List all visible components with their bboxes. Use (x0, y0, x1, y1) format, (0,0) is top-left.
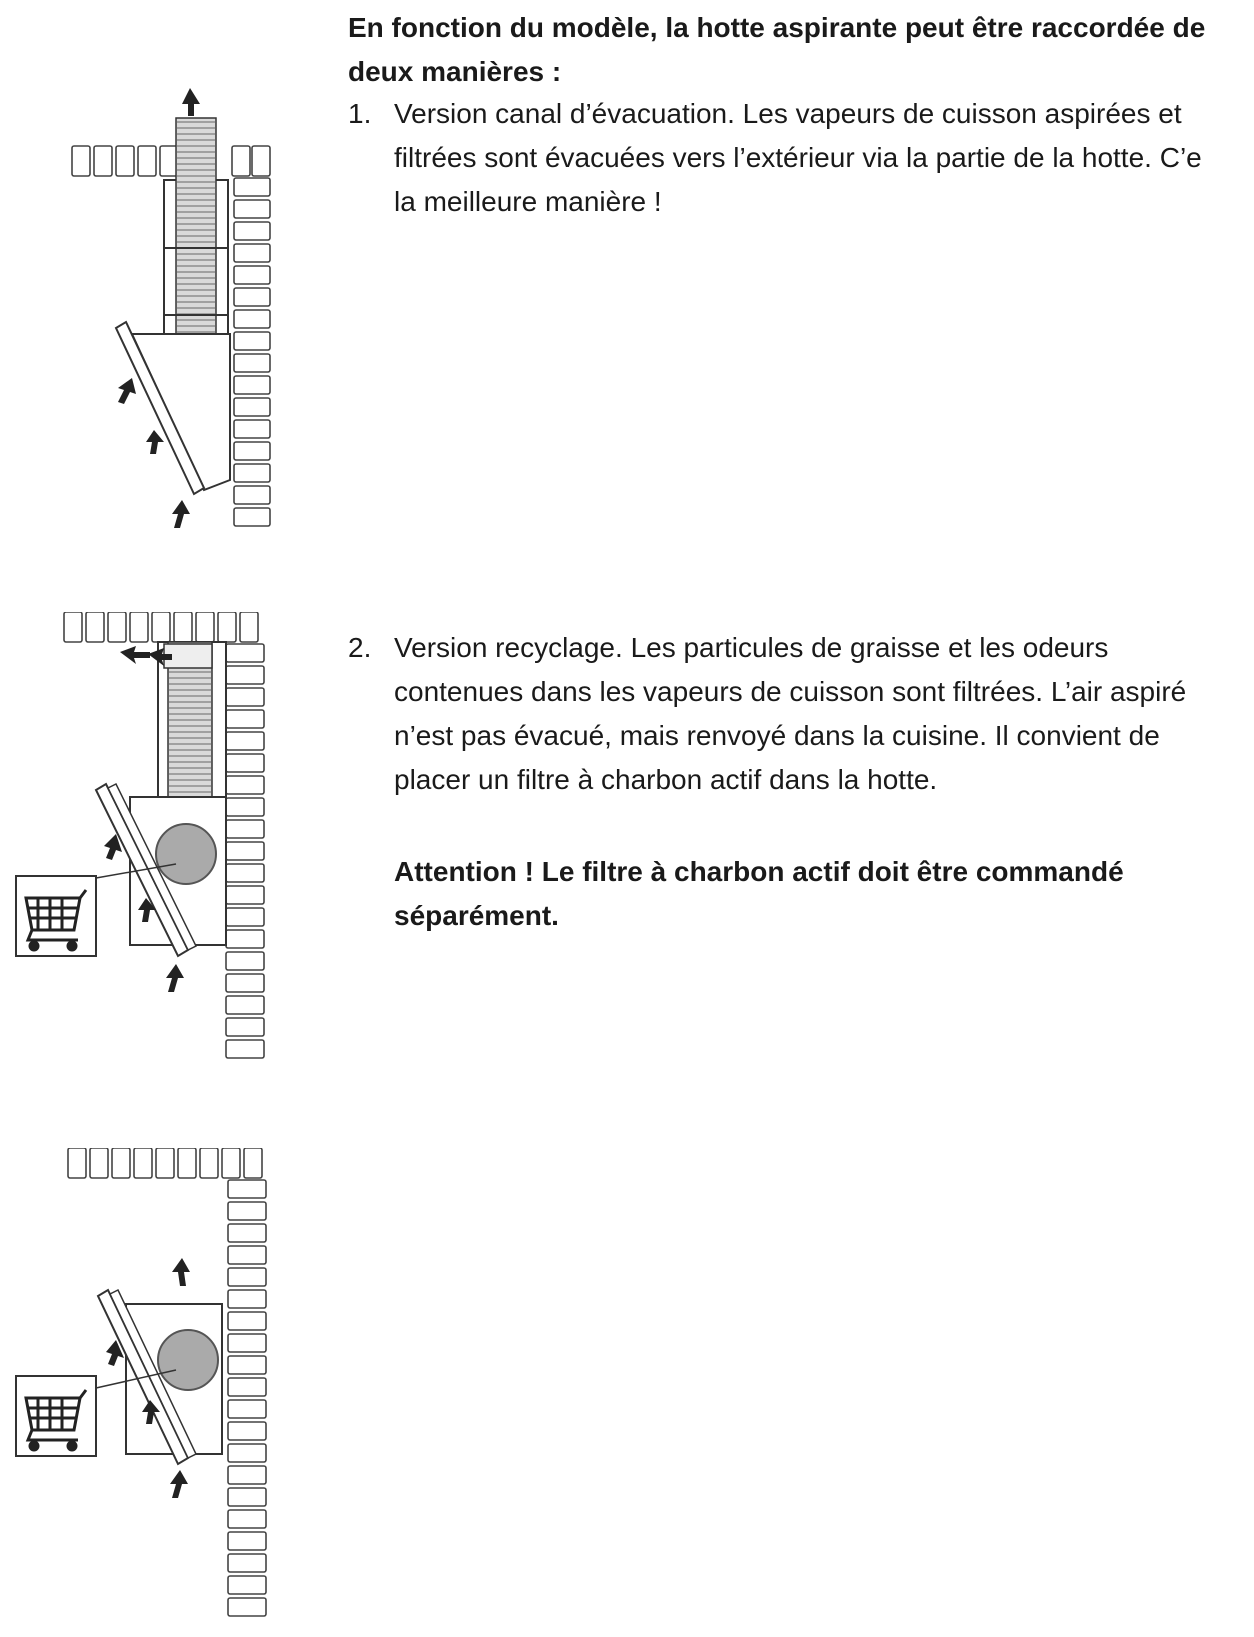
brick (234, 486, 270, 504)
brick (228, 1422, 266, 1440)
brick (226, 732, 264, 750)
hood-recirculation-no-duct-diagram (0, 1148, 300, 1637)
brick (226, 996, 264, 1014)
brick (228, 1598, 266, 1616)
brick (226, 864, 264, 882)
brick (138, 146, 156, 176)
list-item-text: contenues dans les vapeurs de cuisson sont filtrées. L’air aspiré (394, 676, 1187, 707)
brick (228, 1202, 266, 1220)
brick (232, 146, 250, 176)
list-item-text: la meilleure manière ! (394, 186, 662, 217)
intro-heading (348, 6, 1254, 94)
brick (134, 1148, 152, 1178)
brick (228, 1356, 266, 1374)
brick (228, 1312, 266, 1330)
brick (226, 798, 264, 816)
list-item-text: Version recyclage. Les particules de graisse et les odeurs (394, 632, 1109, 663)
brick (64, 612, 82, 642)
brick (228, 1224, 266, 1242)
brick (234, 222, 270, 240)
list-item-text: n’est pas évacué, mais renvoyé dans la cuisine. Il convient de (394, 720, 1160, 751)
brick (228, 1466, 266, 1484)
brick (226, 776, 264, 794)
brick (228, 1554, 266, 1572)
brick (222, 1148, 240, 1178)
attention-line2: séparément. (394, 900, 559, 931)
brick (228, 1532, 266, 1550)
brick (234, 398, 270, 416)
brick (234, 244, 270, 262)
brick (226, 908, 264, 926)
list-item-text: Version canal d’évacuation. Les vapeurs de cuisson aspirées et (394, 98, 1182, 129)
list-item-text: filtrées sont évacuées vers l’extérieur via la partie de la hotte. C’e (394, 142, 1202, 173)
brick (228, 1268, 266, 1286)
brick (234, 178, 270, 196)
brick (228, 1488, 266, 1506)
brick (226, 930, 264, 948)
brick (228, 1290, 266, 1308)
brick (156, 1148, 174, 1178)
brick (226, 820, 264, 838)
brick (108, 612, 126, 642)
attention-note (394, 850, 1124, 938)
brick (244, 1148, 262, 1178)
hood-exhaust-diagram (0, 70, 300, 550)
list-number: 1. (348, 98, 372, 129)
brick (228, 1378, 266, 1396)
brick (228, 1400, 266, 1418)
brick (112, 1148, 130, 1178)
brick (226, 644, 264, 662)
brick (226, 842, 264, 860)
brick (196, 612, 214, 642)
brick (228, 1510, 266, 1528)
brick (226, 666, 264, 684)
brick (234, 200, 270, 218)
brick (234, 310, 270, 328)
brick (226, 710, 264, 728)
brick (234, 376, 270, 394)
brick (116, 146, 134, 176)
brick (234, 508, 270, 526)
brick (234, 354, 270, 372)
brick (240, 612, 258, 642)
brick (218, 612, 236, 642)
brick (234, 442, 270, 460)
brick (234, 332, 270, 350)
brick (130, 612, 148, 642)
list-number: 2. (348, 632, 372, 663)
brick (226, 1040, 264, 1058)
brick (86, 612, 104, 642)
brick (226, 974, 264, 992)
intro-heading-line1: En fonction du modèle, la hotte aspirante peut être raccordée de (348, 12, 1206, 43)
brick (228, 1334, 266, 1352)
brick (90, 1148, 108, 1178)
brick (178, 1148, 196, 1178)
brick (226, 688, 264, 706)
list-item-text: placer un filtre à charbon actif dans la hotte. (394, 764, 938, 795)
hood-recirculation-diagram (0, 612, 300, 1092)
brick (252, 146, 270, 176)
brick (228, 1576, 266, 1594)
brick (152, 612, 170, 642)
brick (68, 1148, 86, 1178)
brick (228, 1180, 266, 1198)
brick (226, 1018, 264, 1036)
brick (200, 1148, 218, 1178)
brick (174, 612, 192, 642)
brick (226, 754, 264, 772)
brick (226, 886, 264, 904)
brick (234, 420, 270, 438)
brick (94, 146, 112, 176)
intro-heading-line2: deux manières : (348, 56, 562, 87)
brick (226, 952, 264, 970)
brick (228, 1444, 266, 1462)
brick (228, 1246, 266, 1264)
brick (234, 266, 270, 284)
brick (234, 464, 270, 482)
brick (234, 288, 270, 306)
attention-line1: Attention ! Le filtre à charbon actif doit être commandé (394, 856, 1124, 887)
brick (72, 146, 90, 176)
